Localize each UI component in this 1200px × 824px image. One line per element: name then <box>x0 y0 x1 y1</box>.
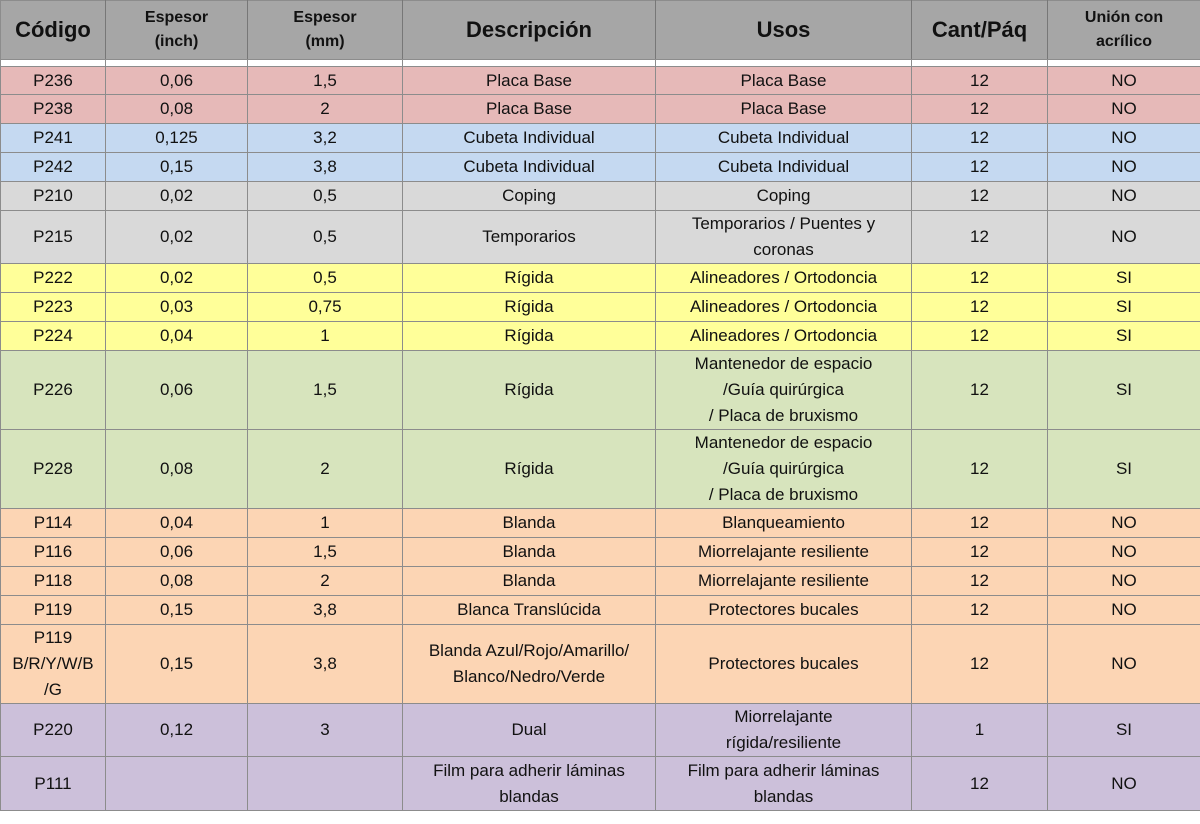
cell-usos: Temporarios / Puentes y coronas <box>656 211 912 264</box>
cell-usos: Protectores bucales <box>656 625 912 704</box>
cell-descripcion: Cubeta Individual <box>403 124 656 153</box>
cell-codigo: P116 <box>1 538 106 567</box>
cell-codigo: P118 <box>1 567 106 596</box>
cell-codigo: P210 <box>1 182 106 211</box>
cell-usos: Mantenedor de espacio /Guía quirúrgica / Placa de bruxismo <box>656 430 912 509</box>
table-row <box>1 182 1200 211</box>
cell-espesor-inch: 0,125 <box>106 124 248 153</box>
cell-usos: Alineadores / Ortodoncia <box>656 264 912 293</box>
cell-espesor-mm: 3,8 <box>248 153 403 182</box>
cell-espesor-mm <box>248 757 403 811</box>
cell-codigo: P114 <box>1 509 106 538</box>
cell-usos: Miorrelajante resiliente <box>656 567 912 596</box>
table-row <box>1 322 1200 351</box>
table-row <box>1 538 1200 567</box>
cell-usos: Film para adherir láminas blandas <box>656 757 912 811</box>
table-row <box>1 704 1200 757</box>
cell-espesor-inch: 0,08 <box>106 430 248 509</box>
cell-espesor-inch: 0,04 <box>106 509 248 538</box>
cell-cant: 12 <box>912 322 1048 351</box>
table-row <box>1 757 1200 811</box>
cell-usos: Placa Base <box>656 95 912 124</box>
header-row <box>1 1 1200 60</box>
cell-espesor-mm: 0,75 <box>248 293 403 322</box>
cell-descripcion: Rígida <box>403 430 656 509</box>
table-row <box>1 351 1200 430</box>
cell-codigo: P226 <box>1 351 106 430</box>
cell-espesor-inch: 0,04 <box>106 322 248 351</box>
header-descripcion: Descripción <box>403 1 656 60</box>
cell-union: SI <box>1048 351 1200 430</box>
cell-codigo: P223 <box>1 293 106 322</box>
cell-descripcion: Blanda <box>403 538 656 567</box>
header-cant: Cant/Páq <box>912 1 1048 60</box>
header-codigo: Código <box>1 1 106 60</box>
cell-union: NO <box>1048 182 1200 211</box>
cell-cant: 12 <box>912 351 1048 430</box>
cell-descripcion: Rígida <box>403 322 656 351</box>
cell-espesor-mm: 2 <box>248 95 403 124</box>
table-row <box>1 509 1200 538</box>
cell-usos: Mantenedor de espacio /Guía quirúrgica / Placa de bruxismo <box>656 351 912 430</box>
cell-union: NO <box>1048 211 1200 264</box>
cell-cant: 1 <box>912 704 1048 757</box>
table-row <box>1 625 1200 704</box>
cell-codigo: P228 <box>1 430 106 509</box>
cell-union: SI <box>1048 293 1200 322</box>
cell-espesor-inch: 0,15 <box>106 596 248 625</box>
cell-espesor-mm: 3,2 <box>248 124 403 153</box>
cell-usos: Miorrelajante resiliente <box>656 538 912 567</box>
cell-cant: 12 <box>912 264 1048 293</box>
table-row <box>1 264 1200 293</box>
cell-espesor-inch <box>106 757 248 811</box>
cell-union: SI <box>1048 264 1200 293</box>
cell-usos: Cubeta Individual <box>656 153 912 182</box>
cell-cant: 12 <box>912 211 1048 264</box>
cell-union: SI <box>1048 430 1200 509</box>
cell-cant: 12 <box>912 153 1048 182</box>
cell-espesor-inch: 0,15 <box>106 153 248 182</box>
cell-codigo: P238 <box>1 95 106 124</box>
cell-union: NO <box>1048 596 1200 625</box>
cell-espesor-mm: 1,5 <box>248 538 403 567</box>
cell-union: NO <box>1048 124 1200 153</box>
cell-espesor-mm: 0,5 <box>248 264 403 293</box>
cell-codigo: P215 <box>1 211 106 264</box>
cell-usos: Protectores bucales <box>656 596 912 625</box>
cell-espesor-mm: 2 <box>248 567 403 596</box>
cell-codigo: P119 B/R/Y/W/B /G <box>1 625 106 704</box>
table-row <box>1 430 1200 509</box>
cell-espesor-mm: 3,8 <box>248 625 403 704</box>
table-row <box>1 153 1200 182</box>
cell-usos: Coping <box>656 182 912 211</box>
cell-descripcion: Blanca Translúcida <box>403 596 656 625</box>
cell-codigo: P224 <box>1 322 106 351</box>
cell-espesor-mm: 1 <box>248 509 403 538</box>
cell-union: NO <box>1048 95 1200 124</box>
cell-usos: Alineadores / Ortodoncia <box>656 293 912 322</box>
cell-union: NO <box>1048 625 1200 704</box>
cell-descripcion: Temporarios <box>403 211 656 264</box>
cell-usos: Alineadores / Ortodoncia <box>656 322 912 351</box>
cell-espesor-inch: 0,03 <box>106 293 248 322</box>
cell-espesor-mm: 2 <box>248 430 403 509</box>
cell-cant: 12 <box>912 596 1048 625</box>
table-row <box>1 567 1200 596</box>
cell-codigo: P241 <box>1 124 106 153</box>
cell-cant: 12 <box>912 430 1048 509</box>
cell-espesor-inch: 0,15 <box>106 625 248 704</box>
table-row <box>1 211 1200 264</box>
cell-espesor-mm: 3 <box>248 704 403 757</box>
table-row <box>1 67 1200 95</box>
cell-espesor-inch: 0,08 <box>106 567 248 596</box>
cell-union: NO <box>1048 567 1200 596</box>
cell-cant: 12 <box>912 509 1048 538</box>
cell-codigo: P222 <box>1 264 106 293</box>
cell-descripcion: Blanda Azul/Rojo/Amarillo/ Blanco/Nedro/Verde <box>403 625 656 704</box>
cell-usos: Cubeta Individual <box>656 124 912 153</box>
cell-cant: 12 <box>912 95 1048 124</box>
cell-codigo: P236 <box>1 67 106 95</box>
cell-cant: 12 <box>912 538 1048 567</box>
cell-espesor-mm: 3,8 <box>248 596 403 625</box>
header-usos: Usos <box>656 1 912 60</box>
cell-descripcion: Rígida <box>403 293 656 322</box>
cell-union: SI <box>1048 704 1200 757</box>
header-espesor-mm: Espesor (mm) <box>248 1 403 60</box>
cell-cant: 12 <box>912 293 1048 322</box>
cell-espesor-inch: 0,12 <box>106 704 248 757</box>
cell-descripcion: Blanda <box>403 567 656 596</box>
cell-usos: Placa Base <box>656 67 912 95</box>
cell-espesor-inch: 0,06 <box>106 351 248 430</box>
cell-cant: 12 <box>912 567 1048 596</box>
cell-union: SI <box>1048 322 1200 351</box>
header-espesor-inch: Espesor (inch) <box>106 1 248 60</box>
cell-descripcion: Film para adherir láminas blandas <box>403 757 656 811</box>
table-row <box>1 596 1200 625</box>
cell-union: NO <box>1048 538 1200 567</box>
cell-espesor-mm: 0,5 <box>248 182 403 211</box>
cell-descripcion: Rígida <box>403 351 656 430</box>
cell-espesor-mm: 0,5 <box>248 211 403 264</box>
cell-cant: 12 <box>912 757 1048 811</box>
cell-espesor-inch: 0,06 <box>106 538 248 567</box>
spacer-row <box>1 60 1200 67</box>
cell-espesor-mm: 1,5 <box>248 67 403 95</box>
cell-espesor-inch: 0,06 <box>106 67 248 95</box>
cell-codigo: P119 <box>1 596 106 625</box>
cell-union: NO <box>1048 153 1200 182</box>
cell-descripcion: Dual <box>403 704 656 757</box>
cell-descripcion: Coping <box>403 182 656 211</box>
cell-codigo: P220 <box>1 704 106 757</box>
cell-cant: 12 <box>912 625 1048 704</box>
cell-espesor-mm: 1,5 <box>248 351 403 430</box>
cell-union: NO <box>1048 67 1200 95</box>
cell-codigo: P242 <box>1 153 106 182</box>
cell-cant: 12 <box>912 67 1048 95</box>
header-union: Unión con acrílico <box>1048 1 1200 60</box>
table-row <box>1 95 1200 124</box>
cell-usos: Blanqueamiento <box>656 509 912 538</box>
cell-codigo: P111 <box>1 757 106 811</box>
cell-espesor-inch: 0,02 <box>106 264 248 293</box>
table-row <box>1 293 1200 322</box>
cell-usos: Miorrelajante rígida/resiliente <box>656 704 912 757</box>
cell-descripcion: Blanda <box>403 509 656 538</box>
cell-descripcion: Rígida <box>403 264 656 293</box>
table-row <box>1 124 1200 153</box>
cell-espesor-mm: 1 <box>248 322 403 351</box>
cell-union: NO <box>1048 509 1200 538</box>
cell-descripcion: Placa Base <box>403 95 656 124</box>
cell-cant: 12 <box>912 124 1048 153</box>
cell-descripcion: Placa Base <box>403 67 656 95</box>
cell-espesor-inch: 0,02 <box>106 182 248 211</box>
cell-descripcion: Cubeta Individual <box>403 153 656 182</box>
cell-cant: 12 <box>912 182 1048 211</box>
cell-espesor-inch: 0,08 <box>106 95 248 124</box>
cell-union: NO <box>1048 757 1200 811</box>
cell-espesor-inch: 0,02 <box>106 211 248 264</box>
